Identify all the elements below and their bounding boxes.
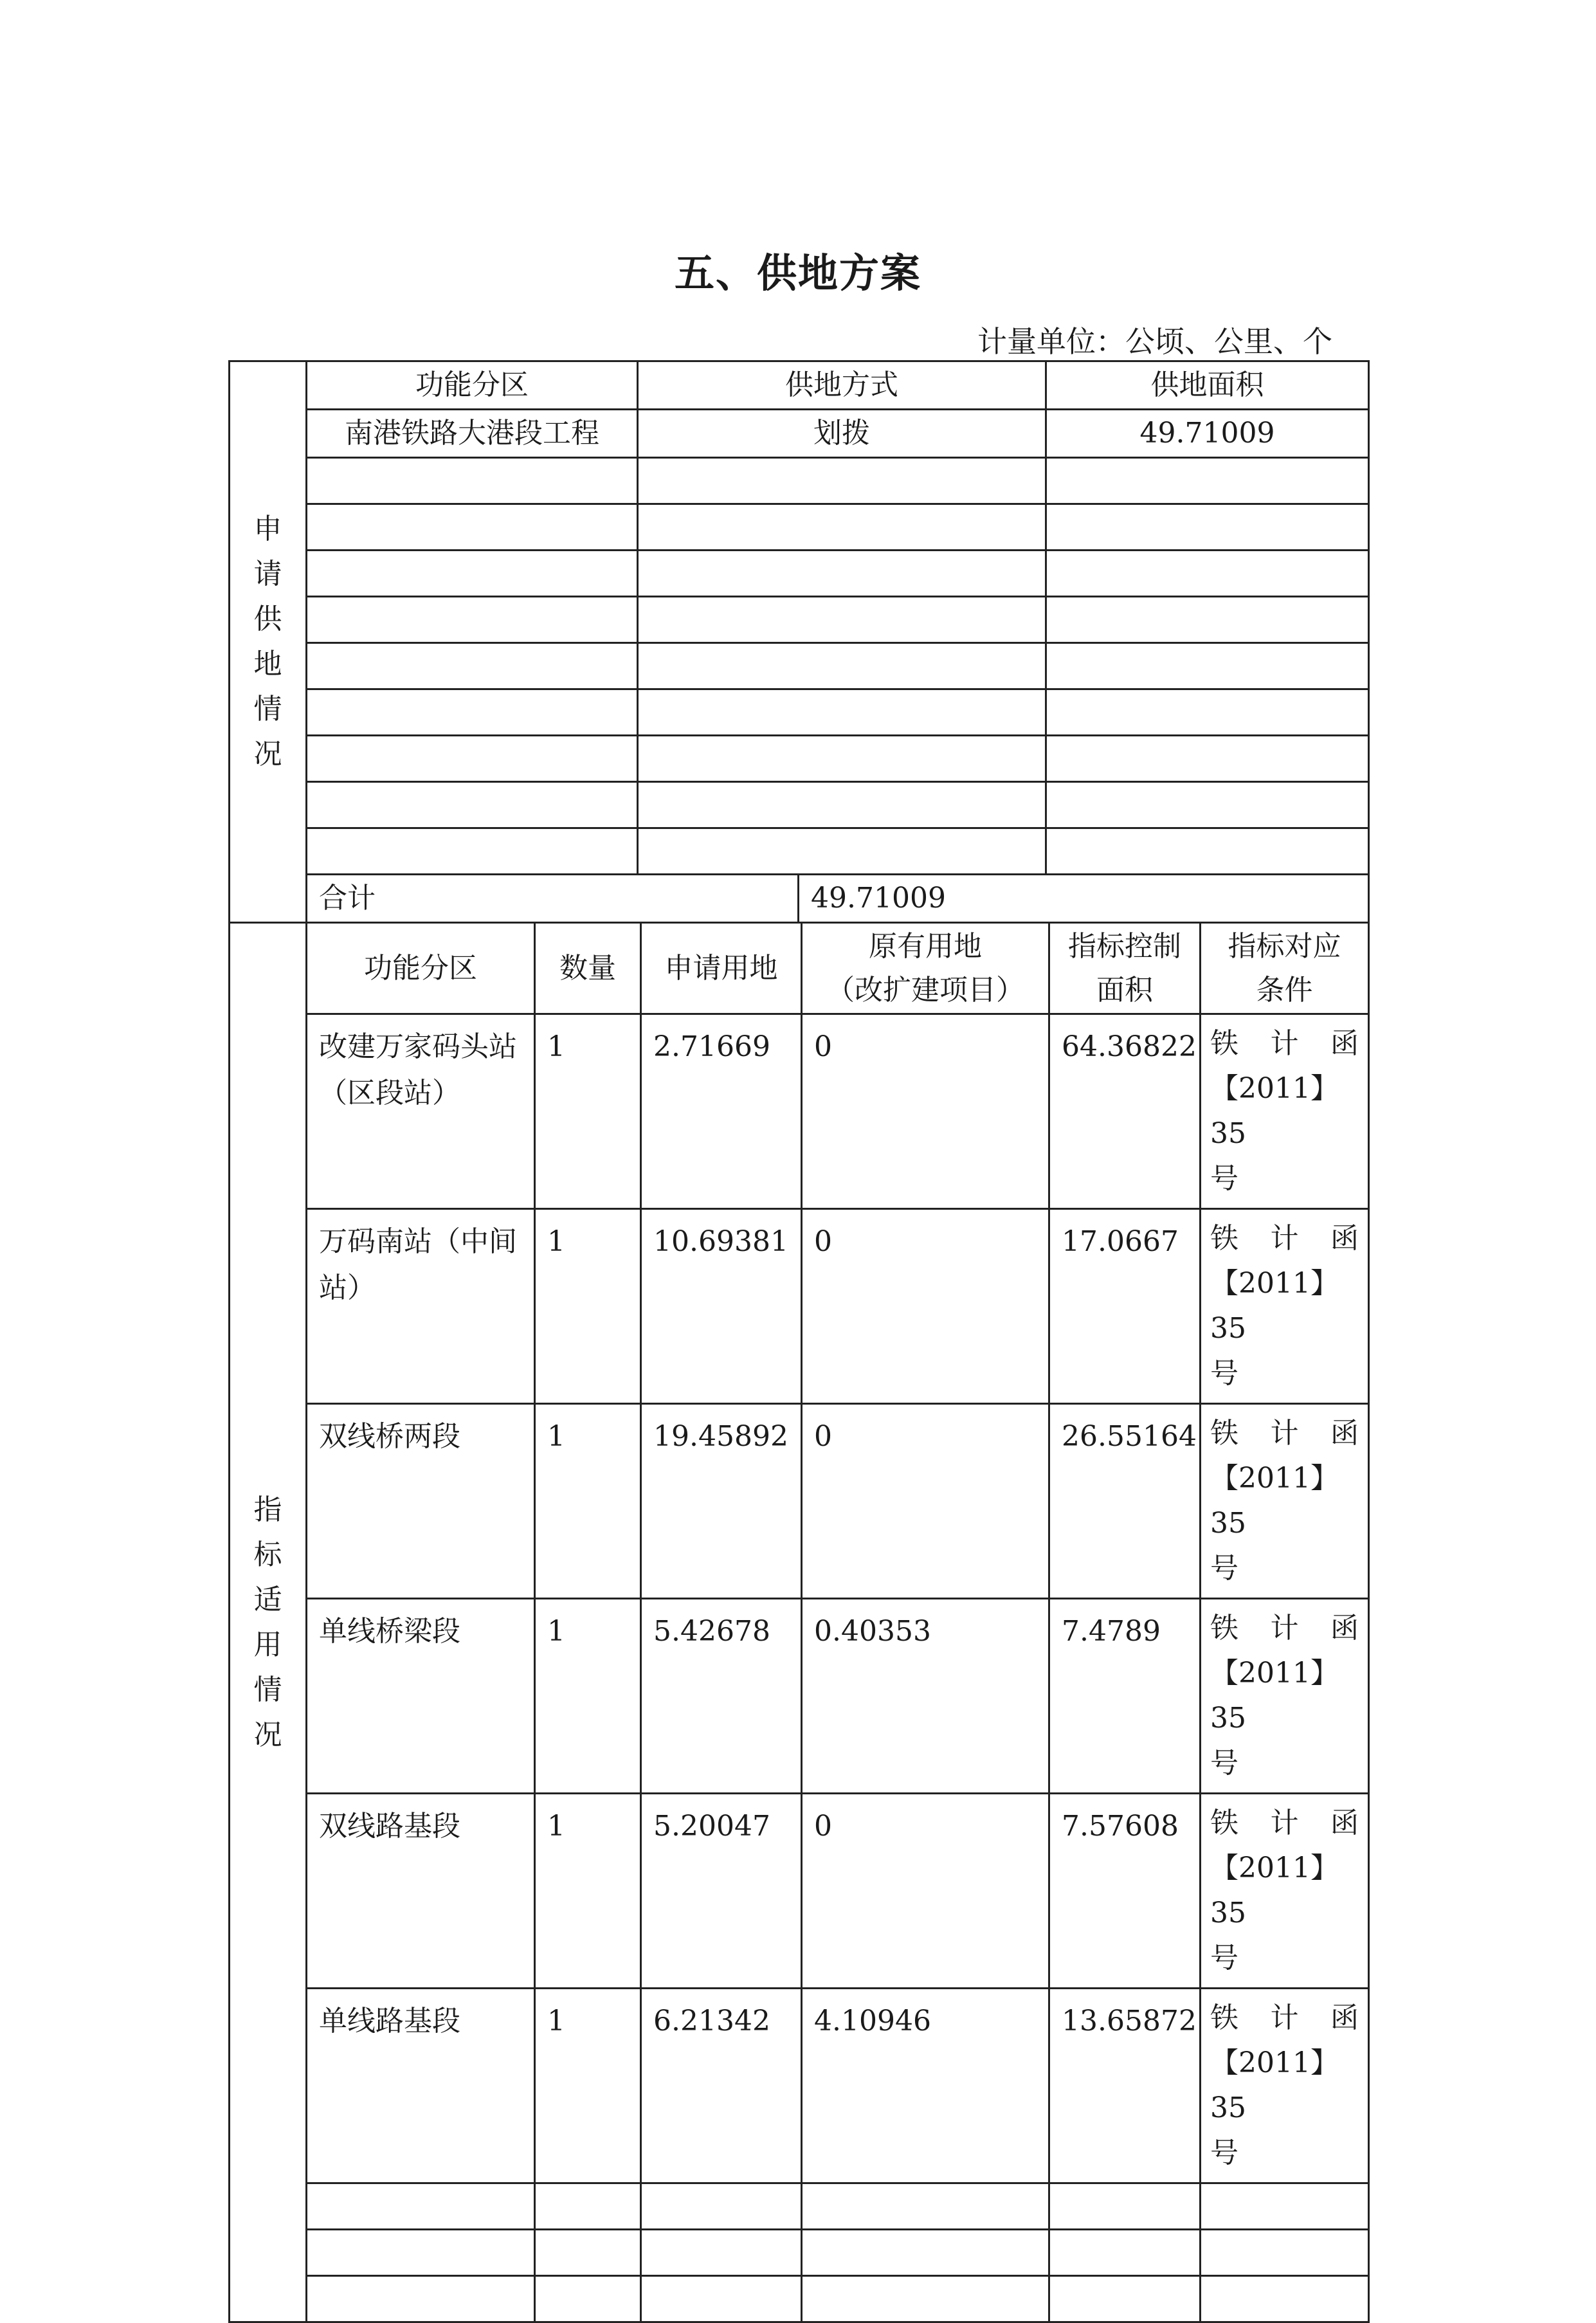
unit-label: 计量单位：公顷、公里、个 (977, 324, 1332, 359)
index-header-ctrl: 指标控制 面积 (1049, 923, 1201, 1014)
index-apply: 2.71669 (641, 1014, 802, 1209)
index-orig: 0 (802, 1794, 1049, 1989)
table-row (230, 782, 1369, 828)
table-row (230, 643, 1369, 689)
index-ctrl: 17.0667 (1049, 1209, 1201, 1404)
index-zone: 单线桥梁段 (307, 1599, 535, 1794)
index-orig: 4.10946 (802, 1989, 1049, 2183)
index-apply: 19.45892 (641, 1404, 802, 1599)
supply-header-area: 供地面积 (1046, 361, 1369, 410)
index-cond: 铁 计 函 【2011】35 号 (1201, 1014, 1369, 1209)
table-row (230, 597, 1369, 643)
table-row (230, 1599, 1369, 1794)
index-orig: 0.40353 (802, 1599, 1049, 1794)
index-qty: 1 (535, 1794, 641, 1989)
supply-side-label: 申 请 供 地 情 况 (230, 361, 307, 923)
supply-table (228, 360, 1370, 924)
index-qty: 1 (535, 1014, 641, 1209)
index-cond: 铁 计 函 【2011】35 号 (1201, 1599, 1369, 1794)
index-side-label: 指 标 适 用 情 况 (230, 923, 307, 2322)
index-header-zone: 功能分区 (307, 923, 535, 1014)
index-qty: 1 (535, 1989, 641, 2183)
index-orig: 0 (802, 1404, 1049, 1599)
index-apply: 10.69381 (641, 1209, 802, 1404)
index-zone: 双线路基段 (307, 1794, 535, 1989)
table-row (230, 1209, 1369, 1404)
table-row (230, 1014, 1369, 1209)
table-row (230, 736, 1369, 782)
table-row (230, 1794, 1369, 1989)
index-orig: 0 (802, 1014, 1049, 1209)
table-row (230, 410, 1369, 458)
index-zone: 双线桥两段 (307, 1404, 535, 1599)
index-qty: 1 (535, 1404, 641, 1599)
total-row (230, 875, 1369, 923)
index-qty: 1 (535, 1209, 641, 1404)
supply-area: 49.71009 (1046, 410, 1369, 458)
table-row (230, 551, 1369, 597)
index-header-orig: 原有用地 （改扩建项目） (802, 923, 1049, 1014)
table-row (230, 2230, 1369, 2276)
index-table (228, 922, 1370, 2323)
index-cond: 铁 计 函 【2011】35 号 (1201, 1989, 1369, 2183)
supply-total-value: 49.71009 (799, 875, 1369, 923)
index-ctrl: 7.4789 (1049, 1599, 1201, 1794)
supply-zone: 南港铁路大港段工程 (307, 410, 638, 458)
supply-header-method: 供地方式 (638, 361, 1046, 410)
table-row (230, 2183, 1369, 2230)
index-ctrl: 7.57608 (1049, 1794, 1201, 1989)
index-cond: 铁 计 函 【2011】35 号 (1201, 1404, 1369, 1599)
table-row (230, 828, 1369, 875)
index-zone: 万码南站（中间站） (307, 1209, 535, 1404)
index-orig: 0 (802, 1209, 1049, 1404)
supply-method: 划拨 (638, 410, 1046, 458)
supply-header-zone: 功能分区 (307, 361, 638, 410)
index-apply: 6.21342 (641, 1989, 802, 2183)
index-cond: 铁 计 函 【2011】35 号 (1201, 1209, 1369, 1404)
table-row (230, 689, 1369, 736)
index-apply: 5.42678 (641, 1599, 802, 1794)
index-cond: 铁 计 函 【2011】35 号 (1201, 1794, 1369, 1989)
index-header-qty: 数量 (535, 923, 641, 1014)
table-row (230, 1404, 1369, 1599)
index-ctrl: 26.55164 (1049, 1404, 1201, 1599)
supply-total-label: 合计 (307, 875, 799, 923)
table-row (230, 504, 1369, 551)
index-header-cond: 指标对应 条件 (1201, 923, 1369, 1014)
index-qty: 1 (535, 1599, 641, 1794)
index-header-apply: 申请用地 (641, 923, 802, 1014)
table-row (230, 2276, 1369, 2322)
table-row (230, 458, 1369, 504)
index-ctrl: 64.36822 (1049, 1014, 1201, 1209)
table-row (230, 1989, 1369, 2183)
index-ctrl: 13.65872 (1049, 1989, 1201, 2183)
index-apply: 5.20047 (641, 1794, 802, 1989)
index-zone: 单线路基段 (307, 1989, 535, 2183)
index-zone: 改建万家码头站（区段站） (307, 1014, 535, 1209)
page-title: 五、供地方案 (674, 250, 921, 296)
